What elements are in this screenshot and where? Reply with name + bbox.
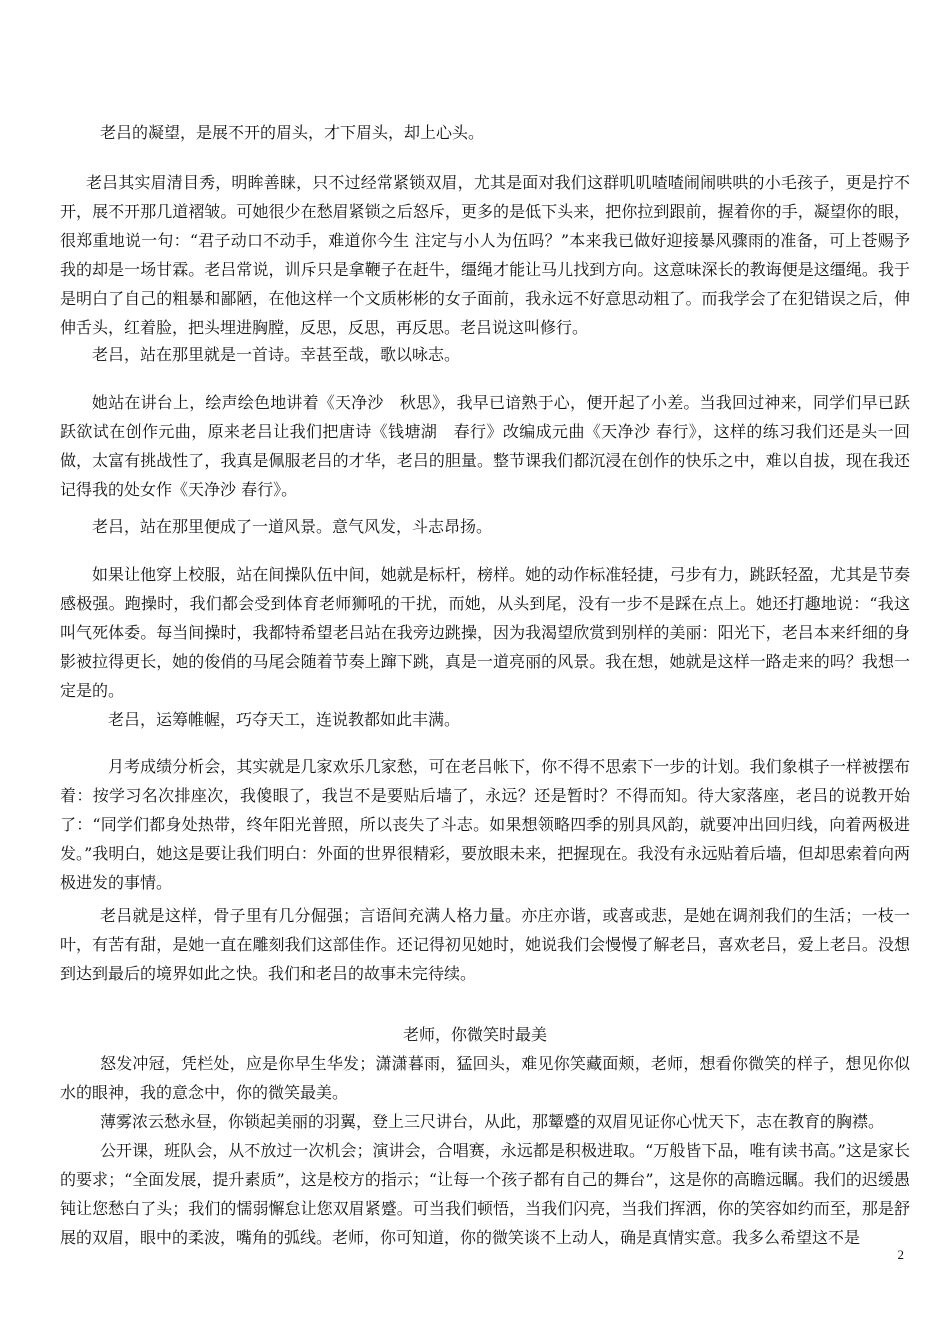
paragraph-9: 老吕就是这样，骨子里有几分倔强；言语间充满人格力量。亦庄亦谐，或喜或悲，是她在调剂我们的生活；一枝一叶，有苦有甜，是她一直在雕刻我们这部佳作。还记得初见她时，她说我们会慢慢了解老吕，喜欢老吕，爱上老吕。没想到达到最后的境界如此之快。我们和老吕的故事未完待续。 [60,906,910,983]
essay-paragraph-1: 怒发冲冠，凭栏处，应是你早生华发；潇潇暮雨，猛回头，难见你笑藏面颊，老师，想看你微笑的样子，想见你似水的眼神，我的意念中，你的微笑最美。 [60,1054,910,1102]
page-number: 2 [897,1247,904,1262]
paragraph-6: 如果让他穿上校服，站在间操队伍中间，她就是标杆，榜样。她的动作标准轻捷，弓步有力，跳跃轻盈，尤其是节奏感极强。跑操时，我们都会受到体育老师狮吼的干扰，而她，从头到尾，没有一步不是踩在点上。她还打趣地说：“我这叫气死体委。每当间操时，我都特希望老吕站在我旁边跳操，因为我渴望欣赏到别样的美丽：阳光下，老吕本来纤细的身影被拉得更长，她的俊俏的马尾会随着节奏上蹿下跳，真是一道亮丽的风景。我在想，她就是这样一路走来的吗？我想一定是的。 [60,565,910,700]
essay-paragraph-3: 公开课，班队会，从不放过一次机会；演讲会，合唱赛，永远都是积极进取。“万般皆下品，唯有读书高。”这是家长的要求；“全面发展，提升素质”，这是校方的指示；“让每一个孩子都有自己的舞台”，这是你的高瞻远瞩。我们的迟缓愚钝让您愁白了头；我们的懦弱懈怠让您双眉紧蹙。可当我们顿悟，当我们闪亮，当我们挥洒，你的笑容如约而至，那是舒展的双眉，眼中的柔波，嘴角的弧线。老师，你可知道，你的微笑谈不上动人，确是真情实意。我多么希望这不是 [60,1141,910,1247]
paragraph-1: 老吕的凝望，是展不开的眉头，才下眉头，却上心头。 [100,123,485,142]
paragraph-8: 月考成绩分析会，其实就是几家欢乐几家愁，可在老吕帐下，你不得不思索下一步的计划。我们象棋子一样被摆布着：按学习名次排座次，我傻眼了，我岂不是要贴后墙了，永远？还是暂时？不得而知。待大家落座，老吕的说教开始了：“同学们都身处热带，终年阳光普照，所以丧失了斗志。如果想领略四季的别具风韵，就要冲出回归线，向着两极进发。”我明白，她这是要让我们明白：外面的世界很精彩，要放眼未来，把握现在。我没有永远贴着后墙，但却思索着向两极进发的事情。 [60,757,910,892]
paragraph-7: 老吕，运筹帷幄，巧夺天工，连说教都如此丰满。 [108,710,461,729]
paragraph-5: 老吕，站在那里便成了一道风景。意气风发，斗志昂扬。 [92,517,493,536]
essay-title: 老师，你微笑时最美 [402,1025,547,1044]
paragraph-4: 她站在讲台上，绘声绘色地讲着《天净沙 秋思》，我早已谙熟于心，便开起了小差。当我回过神来，同学们早已跃跃欲试在创作元曲，原来老吕让我们把唐诗《钱塘湖 春行》改编成元曲《天净沙 春行》，这样的练习我们还是头一回做，太富有挑战性了，我真是佩服老吕的才华，老吕的胆量。整节课我们都沉浸在创作的快乐之中，难以自拔，现在我还记得我的处女作《天净沙 春行》。 [60,393,910,499]
paragraph-3: 老吕，站在那里就是一首诗。幸甚至哉，歌以咏志。 [92,345,461,364]
essay-paragraph-2: 薄雾浓云愁永昼，你锁起美丽的羽翼，登上三尺讲台，从此，那颦蹙的双眉见证你心忧天下，志在教育的胸襟。 [100,1112,885,1131]
paragraph-2: 老吕其实眉清目秀，明眸善睐，只不过经常紧锁双眉，尤其是面对我们这群叽叽喳喳闹闹哄哄的小毛孩子，更是拧不开，展不开那几道褶皱。可她很少在愁眉紧锁之后怒斥，更多的是低下头来，把你拉到跟前，握着你的手，凝望你的眼，很郑重地说一句：“君子动口不动手，难道你今生 注定与小人为伍吗？”本来我已做好迎接暴风骤雨的准备，可上苍赐予我的却是一场甘霖。老吕常说，训斥只是拿鞭子在赶牛，缰绳才能让马儿找到方向。这意味深长的教诲便是这缰绳。我于是明白了自己的粗暴和鄙陋，在他这样一个文质彬彬的女子面前，我永远不好意思动粗了。而我学会了在犯错误之后，伸伸舌头，红着脸，把头埋进胸膛，反思，反思，再反思。老吕说这叫修行。 [60,173,910,337]
